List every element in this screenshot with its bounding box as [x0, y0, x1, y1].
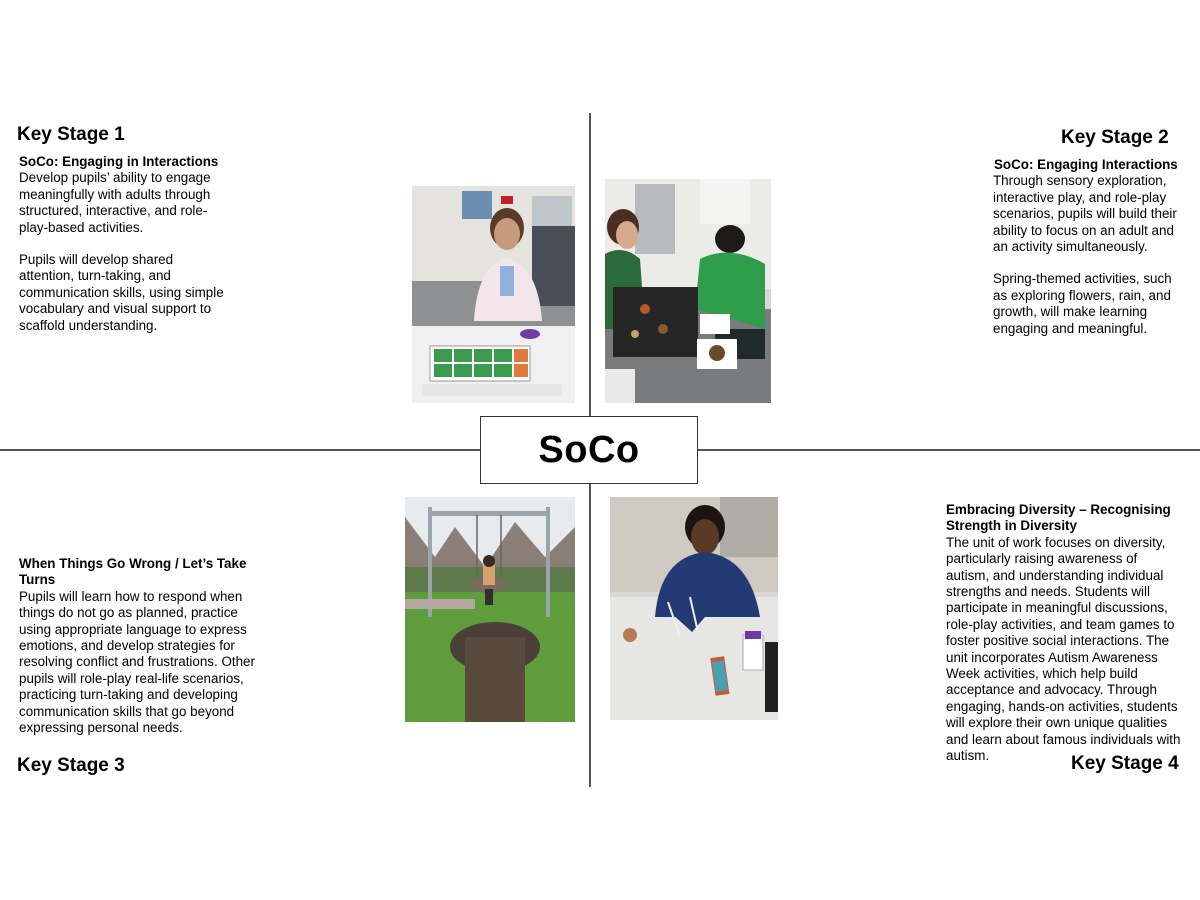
ks4-title: Key Stage 4	[1071, 753, 1179, 774]
center-title-box	[480, 416, 698, 484]
center-title: SoCo	[538, 428, 640, 471]
photo-craft-activity	[610, 497, 778, 720]
ks1-paragraph-1: Develop pupils’ ability to engage meaningfully with adults through structured, interactive, and role-play-based activities.	[19, 170, 211, 235]
photo-pupil-visual-board	[412, 186, 575, 403]
ks3-heading: When Things Go Wrong / Let’s Take Turns	[19, 556, 247, 588]
ks1-heading: SoCo: Engaging in Interactions	[19, 154, 219, 169]
photo-swing-park	[405, 497, 575, 722]
ks1-title: Key Stage 1	[17, 124, 125, 145]
ks1-paragraph-2: Pupils will develop shared attention, turn-taking, and communication skills, using simple vocabulary and visual support to scaffold understanding.	[19, 252, 224, 333]
ks3-paragraph-1: Pupils will learn how to respond when things do not go as planned, practice using appropriate language to express emotions, and develop strategies for resolving conflict and frustrations. Other pupils will role-play real-life scenarios, practicing turn-taking and developing communication skills that go beyond expressing personal needs.	[19, 588, 255, 736]
ks2-title: Key Stage 2	[1061, 127, 1169, 148]
ks2-paragraph-2: Spring-themed activities, such as exploring flowers, rain, and growth, will make learning engaging and meaningful.	[993, 271, 1172, 336]
ks4-heading: Embracing Diversity – Recognising Strength in Diversity	[946, 502, 1171, 534]
ks4-text	[946, 502, 1182, 765]
ks1-text	[19, 154, 231, 334]
ks3-title: Key Stage 3	[17, 755, 125, 776]
ks2-paragraph-1: Through sensory exploration, interactive play, and role-play scenarios, pupils will build their ability to focus on an adult and an activity simultaneously.	[993, 173, 1177, 255]
ks4-paragraph-1: The unit of work focuses on diversity, particularly raising awareness of autism, and understanding individual strengths and needs. Students will participate in meaningful discussions, role-play activities, and team games to foster positive social interactions. The unit incorporates Autism Awareness Week activities, which help build acceptance and advocacy. Through engaging, hands-on activities, students will explore their own unique qualities and learn about famous individuals with autism.	[946, 534, 1181, 764]
ks2-heading: SoCo: Engaging Interactions	[994, 157, 1178, 172]
photo-sensory-exploration	[605, 179, 771, 403]
ks2-text	[993, 157, 1188, 337]
ks3-text	[19, 556, 259, 736]
